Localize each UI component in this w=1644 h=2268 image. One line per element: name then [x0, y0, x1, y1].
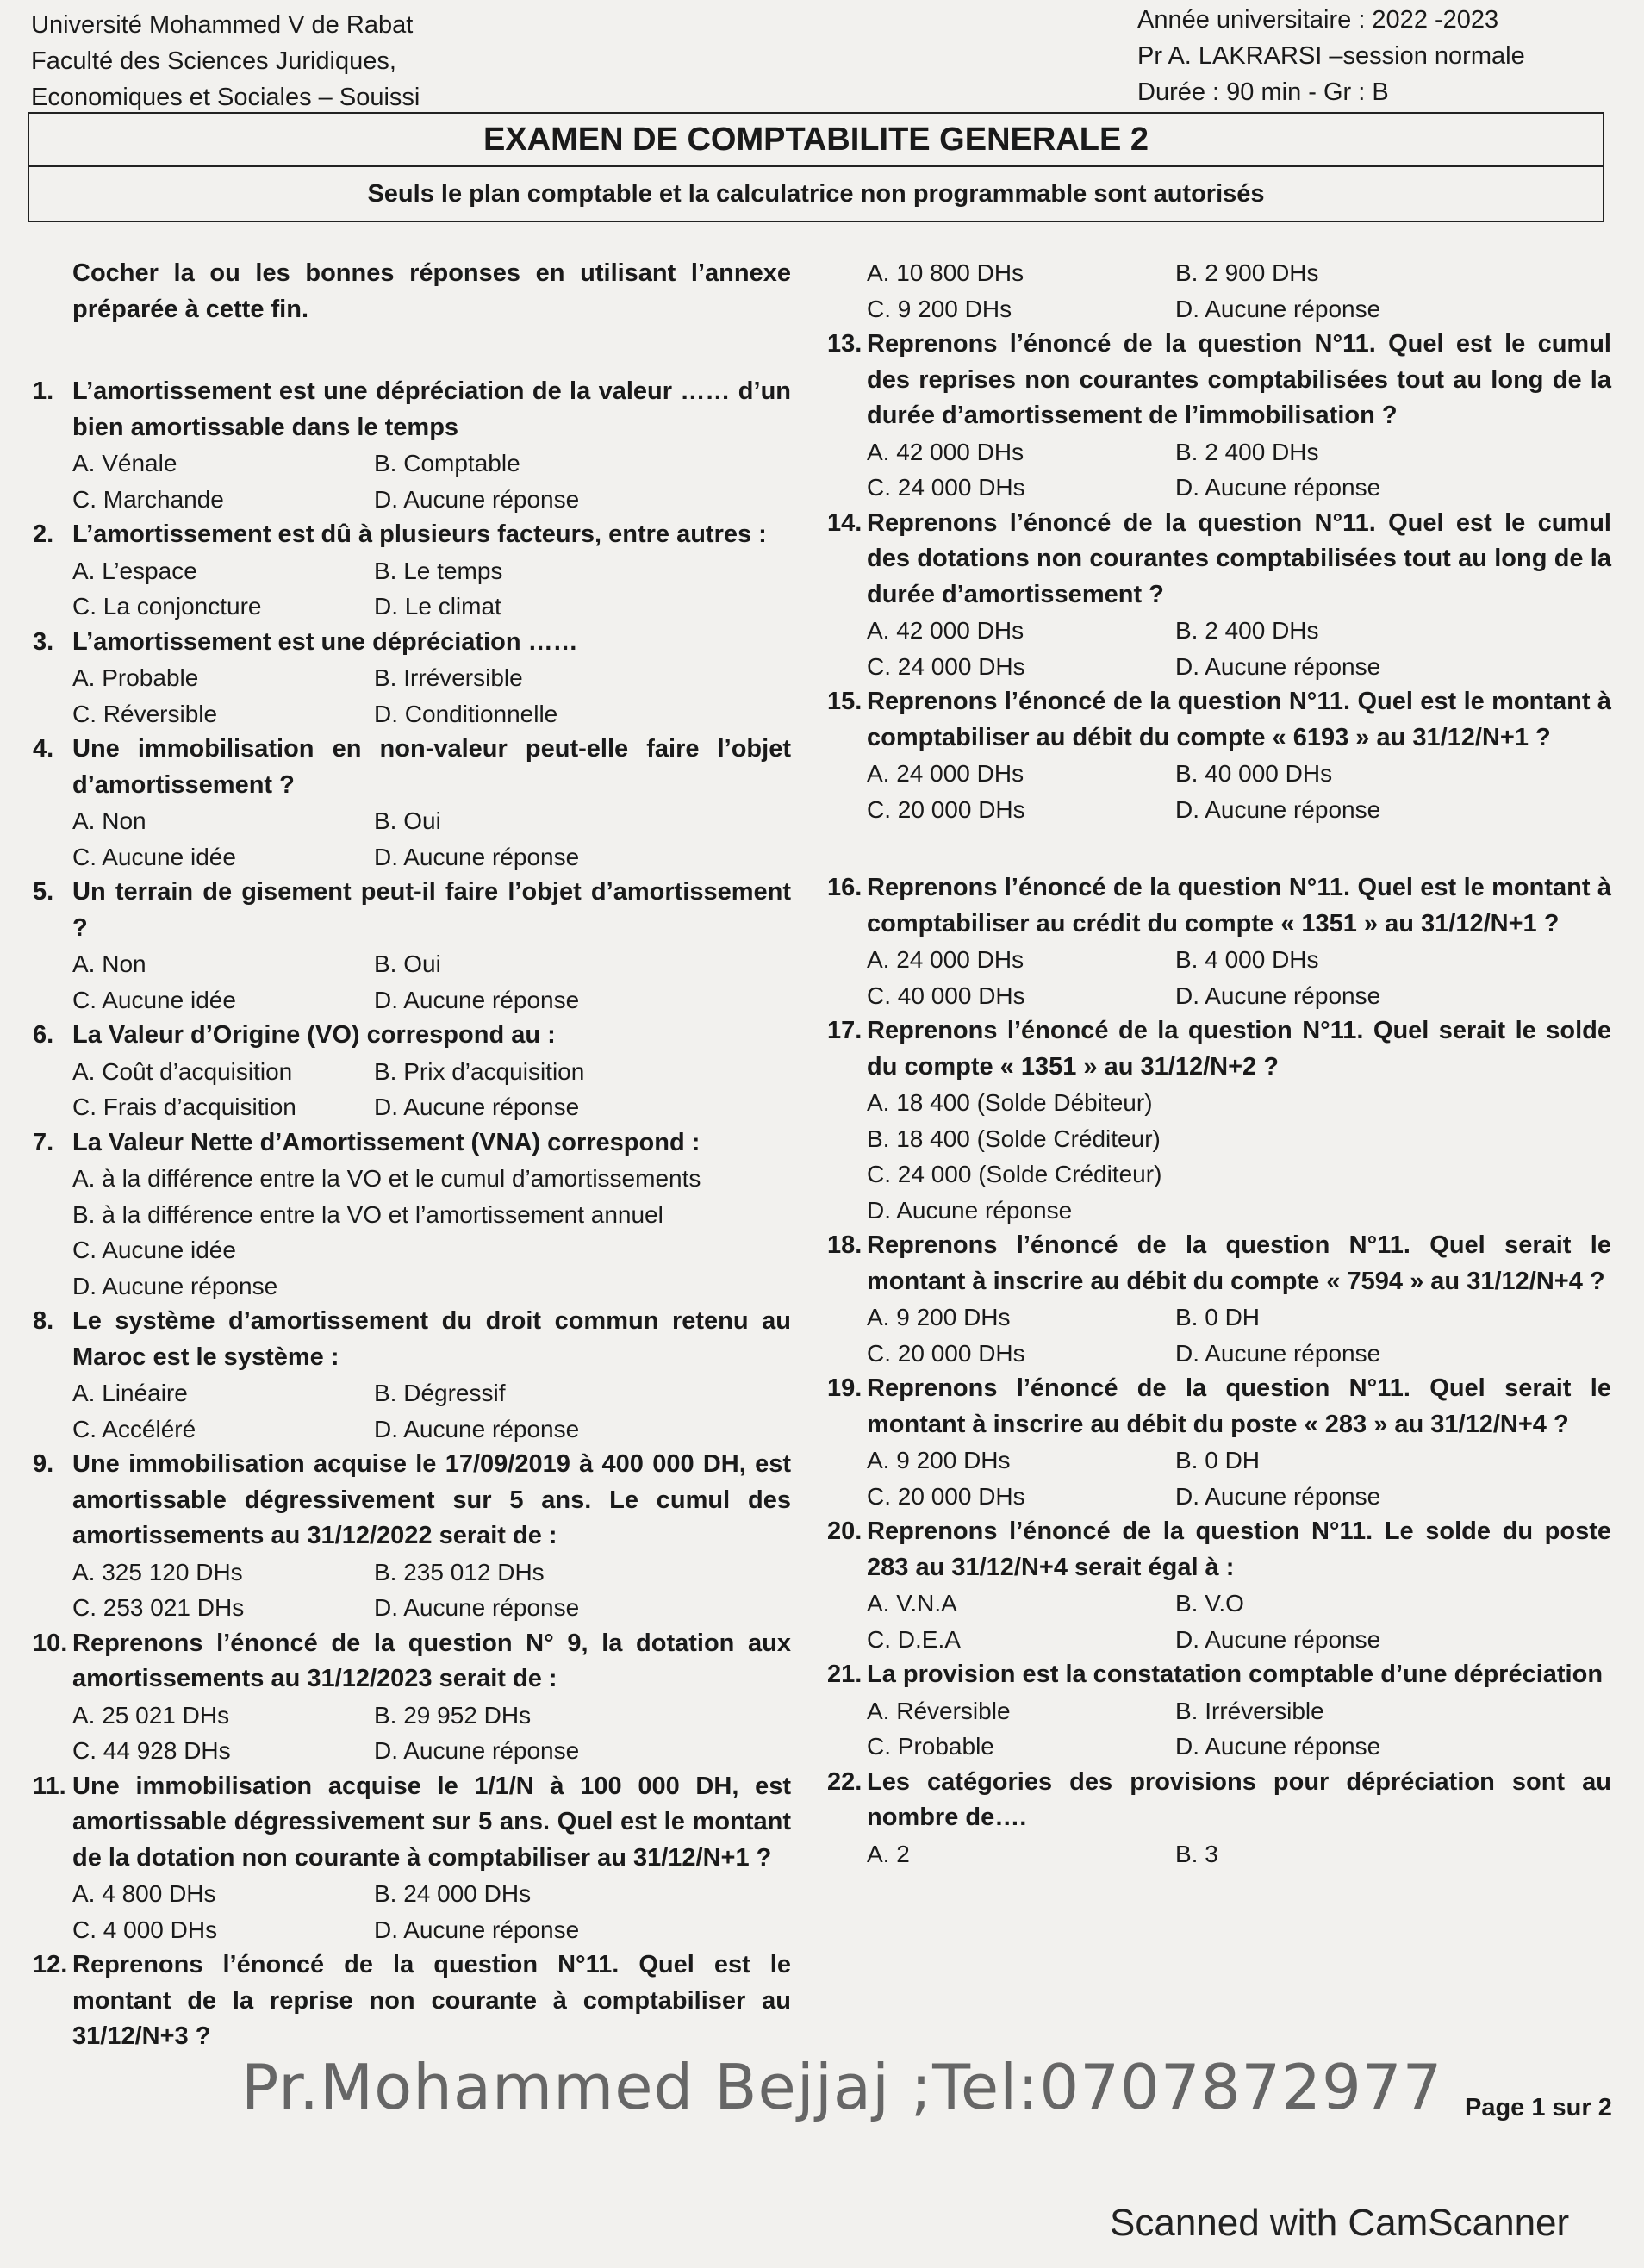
option[interactable]: D. Aucune réponse	[1175, 981, 1381, 1009]
question-20	[827, 1514, 1611, 1657]
header-line: Economiques et Sociales – Souissi	[31, 84, 420, 111]
answer-options	[867, 1836, 1611, 1872]
question-number: 21.	[827, 1660, 862, 1688]
option[interactable]: B. V.O	[1175, 1590, 1244, 1617]
option[interactable]: B. 2 400 DHs	[1175, 438, 1319, 465]
option[interactable]: D. Aucune réponse	[374, 843, 580, 870]
option[interactable]: D. Aucune réponse	[72, 1272, 278, 1299]
question-21	[827, 1657, 1611, 1765]
option[interactable]: C. Frais d’acquisition	[72, 1094, 296, 1120]
question-text	[827, 870, 1611, 942]
question-number: 12.	[33, 1951, 68, 1978]
question-text	[33, 1769, 791, 1877]
question-text	[33, 374, 791, 446]
question-text	[827, 684, 1611, 756]
option[interactable]: D. Aucune réponse	[374, 1094, 580, 1120]
answer-options	[72, 660, 791, 732]
question-5	[33, 875, 791, 1018]
option[interactable]: D. Aucune réponse	[1175, 1733, 1381, 1760]
question-16	[827, 870, 1611, 1013]
option[interactable]: A. 25 021 DHs	[72, 1701, 230, 1729]
question-15	[827, 684, 1611, 827]
question-10	[33, 1626, 791, 1769]
option[interactable]: C. 4 000 DHs	[72, 1916, 218, 1943]
option[interactable]: D. Aucune réponse	[1175, 295, 1381, 322]
option[interactable]: B. 3	[1175, 1840, 1218, 1867]
page-number: Page 1 sur 2	[1465, 2094, 1612, 2122]
question-statement: L’amortissement est dû à plusieurs facteurs, entre autres :	[72, 520, 767, 548]
question-text	[827, 1371, 1611, 1442]
answer-options	[72, 1161, 791, 1304]
option[interactable]: D. Aucune réponse	[1175, 1339, 1381, 1367]
option[interactable]: B. à la différence entre la VO et l’amortissement annuel	[72, 1200, 663, 1228]
question-number: 22.	[827, 1767, 862, 1796]
question-6	[33, 1018, 791, 1125]
question-18	[827, 1228, 1611, 1371]
header-line: Faculté des Sciences Juridiques,	[31, 47, 396, 75]
option[interactable]: C. Probable	[867, 1733, 994, 1760]
option[interactable]: D. Aucune réponse	[867, 1196, 1073, 1224]
question-text	[827, 1657, 1611, 1693]
answer-options	[72, 1555, 791, 1626]
option[interactable]: D. Aucune réponse	[1175, 652, 1381, 680]
answer-options	[72, 1375, 791, 1447]
question-statement: Reprenons l’énoncé de la question N° 9, la dotation aux amortissements au 31/12/2023 serait de :	[72, 1629, 791, 1692]
question-statement: Une immobilisation en non-valeur peut-elle faire l’objet d’amortissement ?	[72, 735, 791, 799]
option[interactable]: A. 24 000 DHs	[867, 946, 1024, 973]
option[interactable]: C. 24 000 DHs	[867, 474, 1025, 501]
question-text	[33, 1018, 791, 1054]
right-column	[827, 255, 1611, 1872]
question-statement: L’amortissement est une dépréciation de la valeur …… d’un bien amortissable dans le temps	[72, 377, 791, 441]
answer-options	[867, 1299, 1611, 1371]
option[interactable]: B. 40 000 DHs	[1175, 760, 1333, 787]
answer-options	[72, 946, 791, 1018]
option[interactable]: A. 18 400 (Solde Débiteur)	[867, 1089, 1153, 1116]
option[interactable]: A. Non	[72, 807, 146, 834]
option[interactable]: A. Non	[72, 950, 146, 977]
option[interactable]: B. Oui	[374, 950, 441, 977]
question-text	[33, 1947, 791, 2055]
option[interactable]: B. Irréversible	[374, 664, 523, 691]
exam-title: EXAMEN DE COMPTABILITE GENERALE 2	[29, 114, 1603, 167]
option[interactable]: B. 29 952 DHs	[374, 1701, 532, 1729]
question-text	[827, 1765, 1611, 1836]
option[interactable]: B. 24 000 DHs	[374, 1880, 532, 1907]
question-statement: La Valeur d’Origine (VO) correspond au :	[72, 1021, 556, 1049]
option[interactable]: B. 18 400 (Solde Créditeur)	[867, 1125, 1161, 1152]
question-statement: Un terrain de gisement peut-il faire l’objet d’amortissement ?	[72, 878, 791, 942]
option[interactable]: B. 0 DH	[1175, 1304, 1261, 1330]
option[interactable]: A. 9 200 DHs	[867, 1304, 1011, 1330]
question-statement: Reprenons l’énoncé de la question N°11. Quel est le cumul des reprises non courantes comptabilisées tout au long de la durée d’amortissement de l’immobilisation ?	[867, 330, 1611, 429]
question-number: 20.	[827, 1517, 862, 1545]
answer-options	[867, 613, 1611, 684]
exam-title-box	[28, 112, 1604, 222]
question-number: 16.	[827, 874, 862, 901]
question-statement: Une immobilisation acquise le 17/09/2019 à 400 000 DH, est amortissable dégressivement sur 5 ans. Le cumul des amortissements au 31/12/2022 serait de :	[72, 1450, 791, 1549]
question-number: 1.	[33, 377, 54, 405]
option[interactable]: A. Probable	[72, 664, 199, 691]
option[interactable]: D. Aucune réponse	[1175, 1482, 1381, 1510]
question-2	[33, 517, 791, 625]
option[interactable]: C. 24 000 DHs	[867, 652, 1025, 680]
option[interactable]: C. 20 000 DHs	[867, 1339, 1025, 1367]
option[interactable]: D. Aucune réponse	[1175, 795, 1381, 823]
question-text	[33, 1626, 791, 1698]
question-number: 7.	[33, 1128, 54, 1156]
option[interactable]: D. Le climat	[374, 593, 501, 620]
question-text	[33, 732, 791, 803]
instructions: Cocher la ou les bonnes réponses en utilisant l’annexe préparée à cette fin.	[72, 259, 791, 323]
option[interactable]: B. Oui	[374, 807, 441, 834]
question-19	[827, 1371, 1611, 1514]
question-3	[33, 625, 791, 732]
option[interactable]: B. Comptable	[374, 450, 520, 477]
header-line: Pr A. LAKRARSI –session normale	[1137, 42, 1525, 70]
question-number: 8.	[33, 1307, 54, 1335]
option[interactable]: A. V.N.A	[867, 1590, 957, 1617]
question-statement: Reprenons l’énoncé de la question N°11. Quel est le montant de la reprise non courante à comptabiliser au 31/12/N+3 ?	[72, 1951, 791, 2050]
question-1	[33, 374, 791, 517]
question-text	[827, 1228, 1611, 1299]
question-statement: L’amortissement est une dépréciation ……	[72, 627, 578, 656]
option[interactable]: A. 42 000 DHs	[867, 617, 1024, 644]
option[interactable]: A. L’espace	[72, 557, 197, 584]
question-number: 6.	[33, 1021, 54, 1049]
option[interactable]: A. Linéaire	[72, 1380, 188, 1406]
left-column	[33, 255, 791, 2055]
question-14	[827, 506, 1611, 685]
question-text	[827, 1514, 1611, 1586]
question-text	[33, 625, 791, 661]
option[interactable]: C. Aucune idée	[72, 1237, 236, 1263]
question-22	[827, 1765, 1611, 1872]
option[interactable]: C. Réversible	[72, 700, 218, 727]
option[interactable]: C. 44 928 DHs	[72, 1737, 231, 1764]
question-text	[33, 1447, 791, 1555]
option[interactable]: A. à la différence entre la VO et le cumul d’amortissements	[72, 1165, 701, 1192]
answer-options	[867, 1693, 1611, 1765]
question-statement: Reprenons l’énoncé de la question N°11. Quel est le cumul des dotations non courantes comptabilisées tout au long de la durée d’amortissement ?	[867, 508, 1611, 608]
question-number: 18.	[827, 1231, 862, 1259]
question-text	[827, 327, 1611, 434]
question-number: 5.	[33, 878, 54, 906]
answer-options	[72, 803, 791, 875]
option[interactable]: D. Aucune réponse	[1175, 474, 1381, 501]
answer-options	[72, 1054, 791, 1125]
question-number: 11.	[33, 1772, 66, 1800]
university-header	[31, 7, 420, 115]
question-text	[827, 506, 1611, 614]
header-line: Durée : 90 min - Gr : B	[1137, 78, 1389, 106]
option[interactable]: A. 9 200 DHs	[867, 1447, 1011, 1474]
answer-options	[72, 446, 791, 517]
question-number: 9.	[33, 1450, 54, 1478]
question-8	[33, 1304, 791, 1447]
option[interactable]: D. Conditionnelle	[374, 700, 558, 727]
question-9	[33, 1447, 791, 1626]
answer-options	[867, 1085, 1611, 1228]
scanner-mark: Scanned with CamScanner	[1110, 2202, 1570, 2244]
question-statement: Une immobilisation acquise le 1/1/N à 100 000 DH, est amortissable dégressivement sur 5 ans. Quel est le montant de la dotation non courante à comptabiliser au 31/12/N+1 ?	[72, 1772, 791, 1872]
question-text	[827, 1013, 1611, 1085]
exam-subtitle: Seuls le plan comptable et la calculatrice non programmable sont autorisés	[367, 180, 1265, 208]
answer-options	[867, 756, 1611, 827]
answer-options	[867, 1586, 1611, 1657]
option[interactable]: C. Aucune idée	[72, 986, 236, 1013]
option[interactable]: A. 2	[867, 1840, 910, 1867]
option[interactable]: A. Réversible	[867, 1697, 1011, 1724]
option[interactable]: C. 20 000 DHs	[867, 795, 1025, 823]
question-number: 13.	[827, 330, 862, 358]
option[interactable]: C. 253 021 DHs	[72, 1594, 245, 1621]
answer-options	[72, 553, 791, 625]
question-number: 3.	[33, 627, 54, 656]
option[interactable]: B. 4 000 DHs	[1175, 946, 1319, 973]
option[interactable]: D. Aucune réponse	[374, 1594, 580, 1621]
option[interactable]: D. Aucune réponse	[374, 1737, 580, 1764]
answer-options	[72, 1698, 791, 1769]
question-number: 4.	[33, 735, 54, 763]
question-text	[33, 1125, 791, 1162]
question-statement: Reprenons l’énoncé de la question N°11. Quel serait le montant à inscrire au débit du poste « 283 » au 31/12/N+4 ?	[867, 1374, 1611, 1438]
question-statement: Reprenons l’énoncé de la question N°11. Quel est le montant à comptabiliser au crédit du compte « 1351 » au 31/12/N+1 ?	[867, 874, 1611, 938]
option[interactable]: A. 42 000 DHs	[867, 438, 1024, 465]
option[interactable]: B. Irréversible	[1175, 1697, 1324, 1724]
option[interactable]: B. Le temps	[374, 557, 503, 584]
question-text	[33, 875, 791, 946]
question-text	[33, 517, 791, 553]
option[interactable]: D. Aucune réponse	[374, 1415, 580, 1442]
question-number: 17.	[827, 1017, 862, 1044]
option[interactable]: C. 24 000 (Solde Créditeur)	[867, 1161, 1162, 1187]
question-statement: Reprenons l’énoncé de la question N°11. Quel serait le solde du compte « 1351 » au 31/12/N+2 ?	[867, 1017, 1611, 1081]
option[interactable]: A. 24 000 DHs	[867, 760, 1024, 787]
option[interactable]: B. Dégressif	[374, 1380, 506, 1406]
option[interactable]: B. Prix d’acquisition	[374, 1057, 585, 1085]
question-number: 15.	[827, 688, 862, 715]
watermark-author: Pr.Mohammed Bejjaj ;Tel:0707872977	[241, 2051, 1443, 2123]
option[interactable]: A. 4 800 DHs	[72, 1880, 216, 1907]
question-12-options-continued	[867, 255, 1611, 327]
question-statement: La provision est la constatation comptable d’une dépréciation	[867, 1660, 1604, 1688]
question-statement: La Valeur Nette d’Amortissement (VNA) correspond :	[72, 1128, 701, 1156]
option[interactable]: A. Vénale	[72, 450, 177, 477]
option[interactable]: B. 2 900 DHs	[1175, 259, 1319, 286]
option[interactable]: B. 2 400 DHs	[1175, 617, 1319, 644]
question-statement: Reprenons l’énoncé de la question N°11. Quel serait le montant à inscrire au débit du compte « 7594 » au 31/12/N+4 ?	[867, 1231, 1611, 1295]
question-statement: Les catégories des provisions pour dépréciation sont au nombre de….	[867, 1767, 1611, 1831]
option[interactable]: C. Marchande	[72, 485, 224, 513]
option[interactable]: C. D.E.A	[867, 1625, 961, 1653]
question-number: 10.	[33, 1629, 68, 1657]
question-12	[33, 1947, 791, 2055]
question-number: 19.	[827, 1374, 862, 1402]
option[interactable]: A. Coût d’acquisition	[72, 1057, 293, 1085]
question-7	[33, 1125, 791, 1305]
question-text	[33, 1304, 791, 1375]
option[interactable]: C. Aucune idée	[72, 843, 236, 870]
answer-options	[72, 1876, 791, 1947]
header-line: Année universitaire : 2022 -2023	[1137, 6, 1499, 34]
option[interactable]: D. Aucune réponse	[374, 986, 580, 1013]
option[interactable]: D. Aucune réponse	[1175, 1625, 1381, 1653]
option[interactable]: C. 40 000 DHs	[867, 981, 1025, 1009]
question-statement: Reprenons l’énoncé de la question N°11. Le solde du poste 283 au 31/12/N+4 serait égal à :	[867, 1517, 1611, 1581]
question-number: 14.	[827, 508, 862, 537]
session-header	[1137, 2, 1525, 110]
option[interactable]: C. 9 200 DHs	[867, 295, 1012, 322]
option[interactable]: A. 10 800 DHs	[867, 259, 1024, 286]
option[interactable]: B. 0 DH	[1175, 1447, 1261, 1474]
question-statement: Le système d’amortissement du droit commun retenu au Maroc est le système :	[72, 1307, 791, 1371]
option[interactable]: D. Aucune réponse	[374, 485, 580, 513]
question-4	[33, 732, 791, 875]
answer-options	[867, 434, 1611, 506]
question-number: 2.	[33, 520, 54, 548]
option[interactable]: C. La conjoncture	[72, 593, 262, 620]
answer-options	[867, 1442, 1611, 1514]
header-line: Université Mohammed V de Rabat	[31, 11, 414, 39]
question-17	[827, 1013, 1611, 1228]
question-13	[827, 327, 1611, 506]
option[interactable]: C. Accéléré	[72, 1415, 196, 1442]
option[interactable]: B. 235 012 DHs	[374, 1558, 545, 1586]
option[interactable]: A. 325 120 DHs	[72, 1558, 243, 1586]
question-11	[33, 1769, 791, 1948]
option[interactable]: D. Aucune réponse	[374, 1916, 580, 1943]
question-statement: Reprenons l’énoncé de la question N°11. Quel est le montant à comptabiliser au débit du compte « 6193 » au 31/12/N+1 ?	[867, 688, 1611, 751]
answer-options	[867, 942, 1611, 1013]
option[interactable]: C. 20 000 DHs	[867, 1482, 1025, 1510]
